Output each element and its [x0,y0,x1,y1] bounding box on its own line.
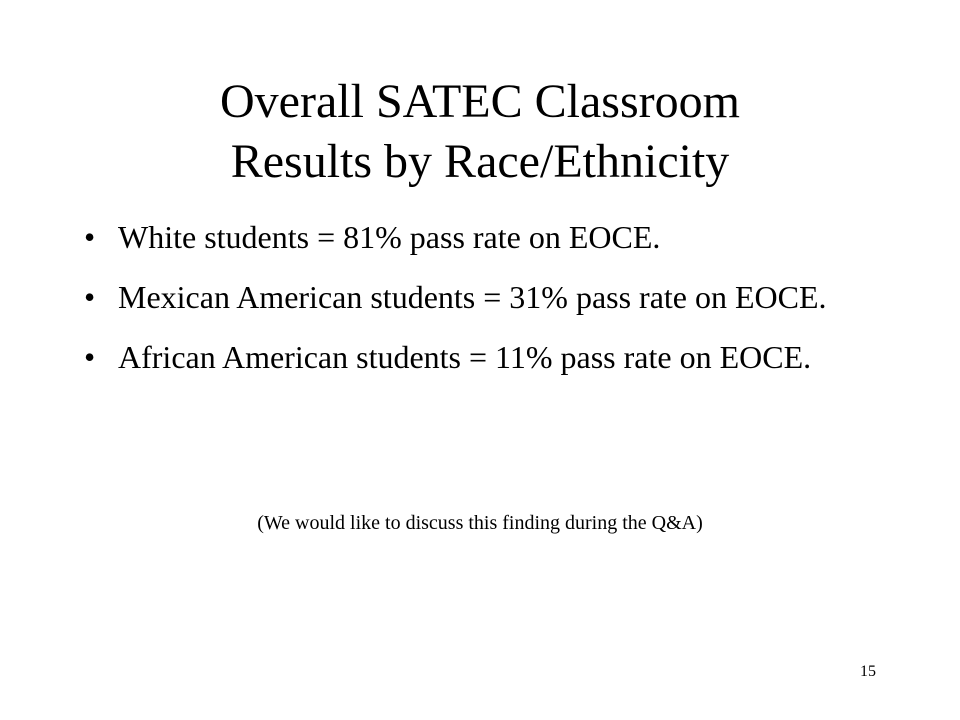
slide-title-line-2: Results by Race/Ethnicity [230,135,730,188]
bullet-item-mexican-american-students [84,278,884,316]
slide-title [0,72,960,192]
bullet-dot-icon: • [84,279,96,315]
bullet-list [84,218,884,398]
discussion-note: (We would like to discuss this finding during the Q&A) [257,512,703,534]
bullet-text: White students = 81% pass rate on EOCE. [118,219,661,255]
bullet-text: Mexican American students = 31% pass rate on EOCE. [118,279,827,315]
slide-title-line-1: Overall SATEC Classroom [220,75,740,128]
bullet-item-white-students [84,218,884,256]
bullet-text: African American students = 11% pass rate on EOCE. [118,339,812,375]
bullet-dot-icon: • [84,219,96,255]
bullet-dot-icon: • [84,339,96,375]
page-number: 15 [860,663,876,680]
bullet-item-african-american-students [84,338,884,376]
